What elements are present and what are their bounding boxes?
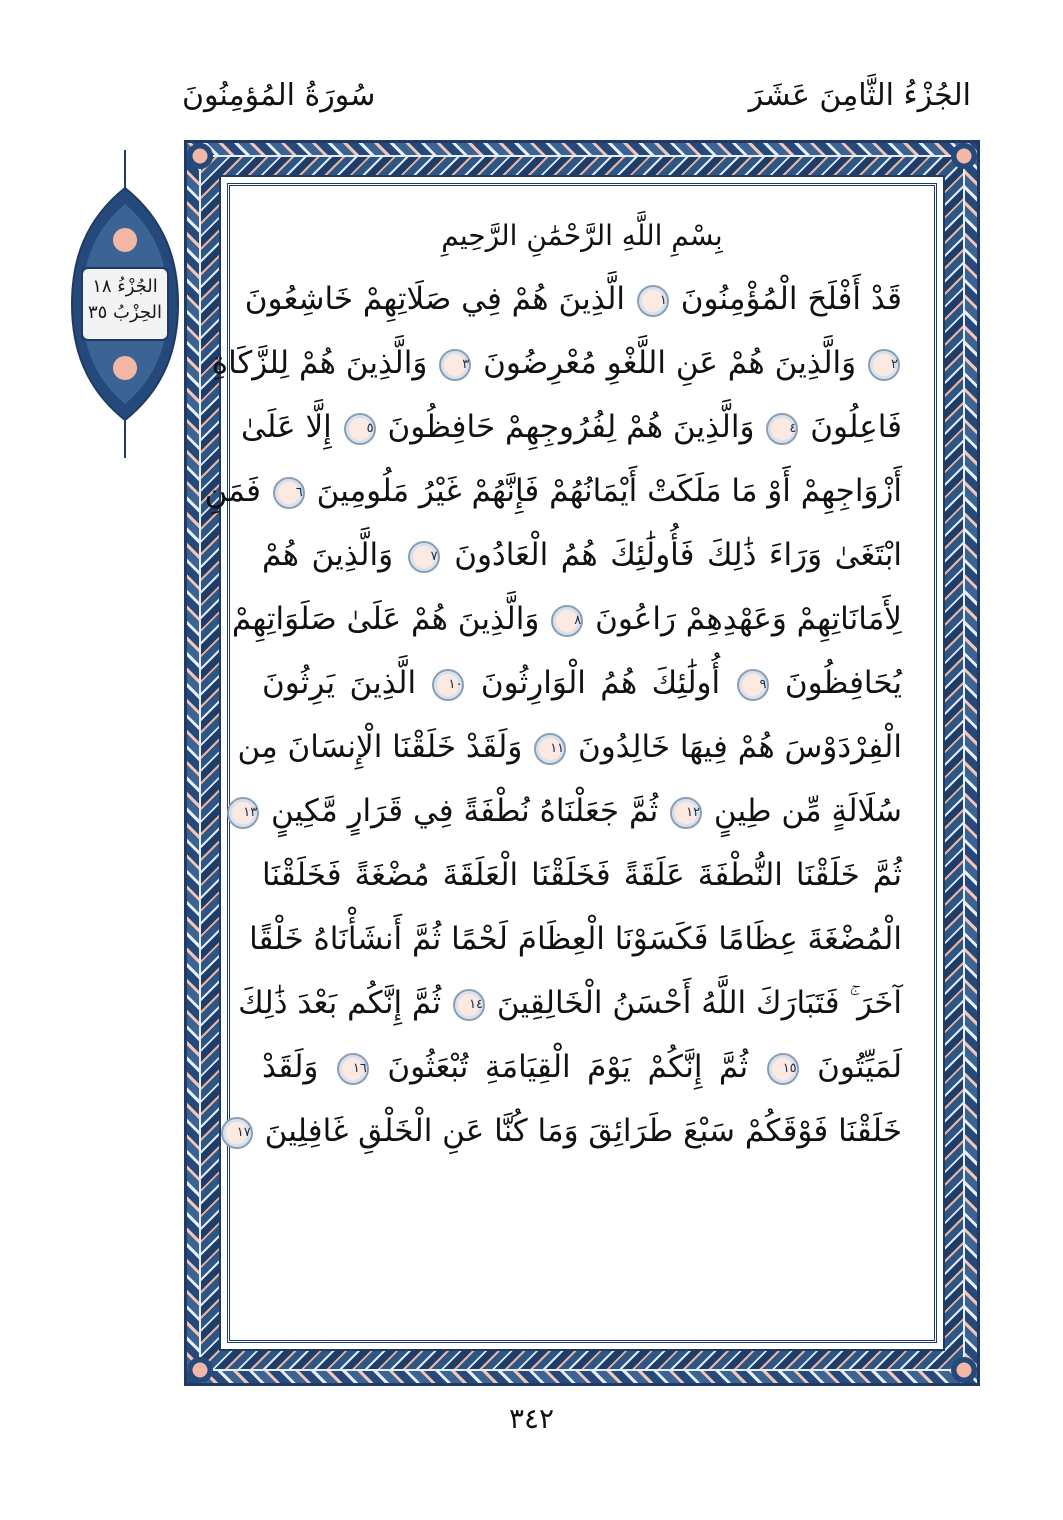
text-line <box>231 587 902 651</box>
text-line <box>238 971 902 1035</box>
verse-text: سُلَالَةٍ مِّن طِينٍ <box>713 793 902 829</box>
verse-end-marker: ٨ <box>551 605 583 637</box>
text-line <box>211 331 902 395</box>
verse-text: ثُمَّ جَعَلْنَاهُ نُطْفَةً فِي قَرَارٍ مَّكِينٍ <box>271 793 659 829</box>
verse-text: الَّذِينَ هُمْ فِي صَلَاتِهِمْ خَاشِعُونَ <box>244 281 626 317</box>
verse-text: آخَرَ ۚ فَتَبَارَكَ اللَّهُ أَحْسَنُ الْخَالِقِينَ <box>496 985 902 1021</box>
text-line <box>241 395 902 459</box>
juz-label: الجُزْءُ ١٨ <box>92 276 158 297</box>
text-line <box>249 907 902 971</box>
verse-text: ثُمَّ خَلَقْنَا النُّطْفَةَ عَلَقَةً فَخَلَقْنَا الْعَلَقَةَ مُضْغَةً فَخَلَقْنَا <box>262 857 902 893</box>
verse-end-marker: ١٦ <box>337 1053 369 1085</box>
corner-rosette-icon <box>187 143 213 169</box>
verse-end-marker: ٥ <box>344 413 376 445</box>
verse-end-marker: ١٣ <box>227 797 259 829</box>
text-line <box>243 779 902 843</box>
text-line <box>262 651 902 715</box>
verse-end-marker: ١٥ <box>767 1053 799 1085</box>
verse-text: وَالَّذِينَ هُمْ عَلَىٰ صَلَوَاتِهِمْ <box>231 601 540 637</box>
verse-text: وَالَّذِينَ هُمْ <box>262 537 394 573</box>
juz-header: الجُزْءُ الثَّامِنَ عَشَرَ <box>748 78 971 113</box>
hizb-label: الحِزْبُ ٣٥ <box>87 302 163 323</box>
verse-end-marker: ٣ <box>439 349 471 381</box>
verse-end-marker: ١ <box>637 285 669 317</box>
basmala: بِسْمِ اللَّهِ الرَّحْمَٰنِ الرَّحِيمِ <box>441 219 723 252</box>
surah-header: سُورَةُ المُؤمِنُونَ <box>182 78 376 113</box>
verse-end-marker: ١٠ <box>432 669 464 701</box>
verse-end-marker: ٤ <box>766 413 798 445</box>
verse-end-marker: ٦ <box>273 477 305 509</box>
verse-text: لَمَيِّتُونَ <box>817 1049 903 1085</box>
verse-text: الْفِرْدَوْسَ هُمْ فِيهَا خَالِدُونَ <box>578 729 902 765</box>
page-number: ٣٤٢ <box>508 1402 555 1435</box>
verse-text: وَلَقَدْ <box>262 1049 319 1085</box>
verse-end-marker: ١٤ <box>453 989 485 1021</box>
verse-end-marker: ١٢ <box>670 797 702 829</box>
verse-text: يُحَافِظُونَ <box>784 665 902 701</box>
verse-end-marker: ١٧ <box>221 1117 253 1149</box>
verse-text: ابْتَغَىٰ وَرَاءَ ذَٰلِكَ فَأُولَٰئِكَ هُمُ الْعَادُونَ <box>454 537 902 573</box>
verse-text: أَزْوَاجِهِمْ أَوْ مَا مَلَكَتْ أَيْمَانُهُمْ فَإِنَّهُمْ غَيْرُ مَلُومِينَ <box>316 473 902 509</box>
verse-text: فَمَنِ <box>204 473 261 509</box>
verse-text: قَدْ أَفْلَحَ الْمُؤْمِنُونَ <box>680 281 902 317</box>
juz-hizb-medallion <box>70 150 180 458</box>
verse-text: ثُمَّ إِنَّكُمْ يَوْمَ الْقِيَامَةِ تُبْعَثُونَ <box>387 1049 749 1085</box>
verse-text: الْمُضْغَةَ عِظَامًا فَكَسَوْنَا الْعِظَامَ لَحْمًا ثُمَّ أَنشَأْنَاهُ خَلْقًا <box>249 921 902 957</box>
verse-end-marker: ١١ <box>534 733 566 765</box>
text-line <box>262 1035 902 1099</box>
text-line <box>237 715 902 779</box>
verse-text: وَالَّذِينَ هُمْ لِلزَّكَاةِ <box>211 345 428 381</box>
verse-text: الَّذِينَ يَرِثُونَ <box>262 665 417 701</box>
quran-text <box>204 205 903 1163</box>
text-line <box>236 1099 902 1163</box>
verse-text: فَاعِلُونَ <box>810 409 902 445</box>
verse-text: وَلَقَدْ خَلَقْنَا الْإِنسَانَ مِن <box>237 729 523 765</box>
corner-rosette-icon <box>187 1357 213 1383</box>
text-line <box>262 523 902 587</box>
text-line <box>204 459 902 523</box>
text-line <box>262 843 902 907</box>
corner-rosette-icon <box>951 1357 977 1383</box>
verse-text: وَالَّذِينَ هُمْ لِفُرُوجِهِمْ حَافِظُونَ <box>387 409 755 445</box>
verse-text: ثُمَّ إِنَّكُم بَعْدَ ذَٰلِكَ <box>238 985 442 1021</box>
corner-rosette-icon <box>951 143 977 169</box>
verse-text: أُولَٰئِكَ هُمُ الْوَارِثُونَ <box>480 665 721 701</box>
text-line <box>244 267 902 331</box>
verse-text: إِلَّا عَلَىٰ <box>241 409 332 445</box>
verse-end-marker: ٩ <box>737 669 769 701</box>
verse-end-marker: ٧ <box>408 541 440 573</box>
verse-text: وَالَّذِينَ هُمْ عَنِ اللَّغْوِ مُعْرِضُونَ <box>483 345 857 381</box>
verse-text: لِأَمَانَاتِهِمْ وَعَهْدِهِمْ رَاعُونَ <box>595 601 902 637</box>
verse-end-marker: ٢ <box>868 349 900 381</box>
verse-text: خَلَقْنَا فَوْقَكُمْ سَبْعَ طَرَائِقَ وَمَا كُنَّا عَنِ الْخَلْقِ غَافِلِينَ <box>264 1113 902 1149</box>
